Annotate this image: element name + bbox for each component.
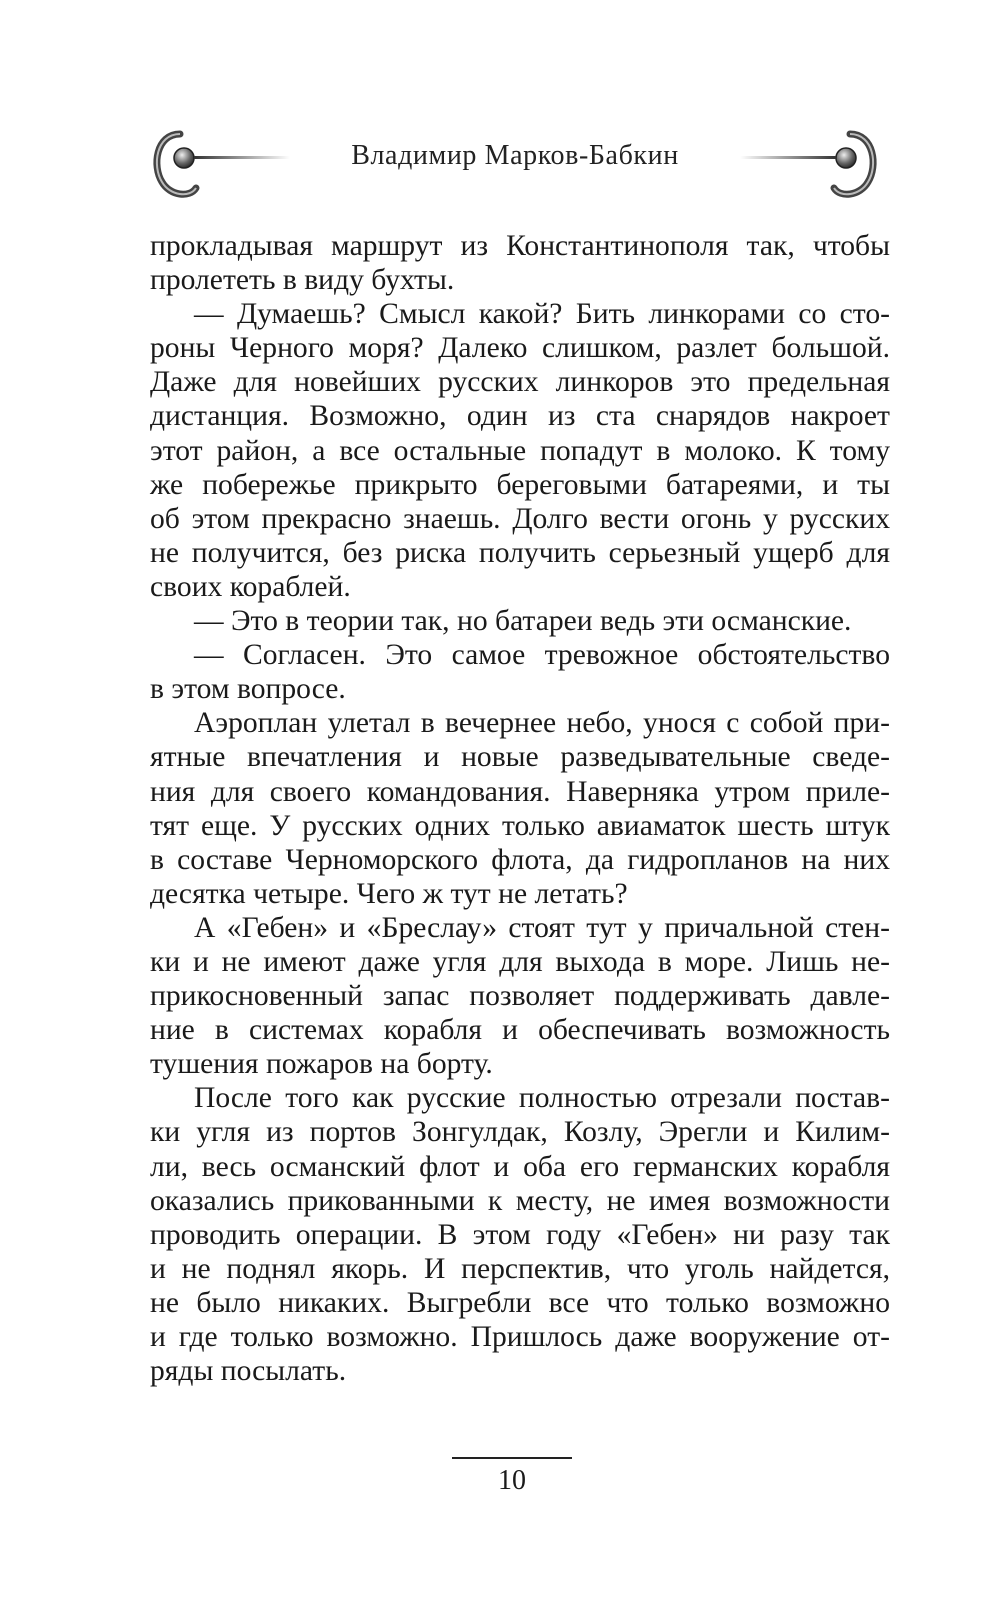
text-line: — Это в теории так, но батареи ведь эти османские.: [194, 605, 852, 638]
running-head: Владимир Марков-Бабкин: [351, 140, 679, 171]
text-line: в составе Черноморского флота, да гидропланов на них: [150, 843, 890, 876]
text-line: и где только возможно. Пришлось даже вооружение от-: [150, 1321, 890, 1353]
footer-rule: [452, 1457, 572, 1459]
text-line: своих кораблей.: [150, 570, 351, 603]
text-line: ки и не имеют даже угля для выхода в море. Лишь не-: [150, 945, 890, 978]
text-line: и не поднял якорь. И перспектив, что уголь найдется,: [150, 1252, 890, 1285]
text-line: дистанция. Возможно, один из ста снарядов накроет: [150, 400, 890, 433]
page-number: 10: [498, 1465, 526, 1496]
text-line: Аэроплан улетал в вечернее небо, унося с собой при-: [194, 707, 890, 740]
text-line: проводить операции. В этом году «Гебен» ни разу так: [150, 1218, 890, 1251]
text-line: прикосновенный запас позволяет поддерживать давле-: [150, 980, 890, 1013]
text-line: ятные впечатления и новые разведывательные сведе-: [150, 741, 890, 774]
text-line: ния для своего командования. Наверняка утром приле-: [150, 775, 890, 808]
page-header: [150, 120, 880, 210]
text-line: ли, весь османский флот и оба его германских корабля: [150, 1150, 890, 1183]
text-line: пролететь в виду бухты.: [150, 264, 455, 297]
text-line: же побережье прикрыто береговыми батареями, и ты: [150, 468, 890, 501]
right-ornament-icon: [740, 120, 880, 210]
text-line: тушения пожаров на борту.: [150, 1048, 493, 1081]
text-line: А «Гебен» и «Бреслау» стоят тут у причальной стен-: [194, 911, 890, 944]
text-line: ки угля из портов Зонгулдак, Козлу, Эрегли и Килим-: [150, 1116, 890, 1149]
text-line: этот район, а все остальные попадут в молоко. К тому: [150, 434, 890, 467]
text-line: не получится, без риска получить серьезный ущерб для: [150, 536, 890, 569]
text-line: в этом вопросе.: [150, 673, 346, 706]
text-line: тят еще. У русских одних только авиаматок шесть штук: [150, 809, 890, 842]
text-line: — Думаешь? Смысл какой? Бить линкорами со сто-: [194, 298, 890, 331]
text-line: ние в системах корабля и обеспечивать возможность: [150, 1014, 890, 1047]
text-line: десятка четыре. Чего ж тут не летать?: [150, 877, 628, 910]
text-line: ряды посылать.: [150, 1355, 347, 1388]
text-line: оказались прикованными к месту, не имея возможности: [150, 1184, 890, 1217]
text-line: не было никаких. Выгребли все что только возможно: [150, 1286, 890, 1319]
text-line: роны Черного моря? Далеко слишком, разлет большой.: [150, 332, 890, 365]
text-line: об этом прекрасно знаешь. Долго вести огонь у русских: [150, 502, 890, 535]
text-line: Даже для новейших русских линкоров это предельная: [150, 366, 890, 399]
text-line: — Согласен. Это самое тревожное обстоятельство: [194, 639, 890, 672]
body-text: [150, 229, 890, 1388]
text-line: прокладывая маршрут из Константинополя так, чтобы: [150, 230, 890, 262]
text-line: После того как русские полностью отрезали постав-: [194, 1082, 890, 1115]
